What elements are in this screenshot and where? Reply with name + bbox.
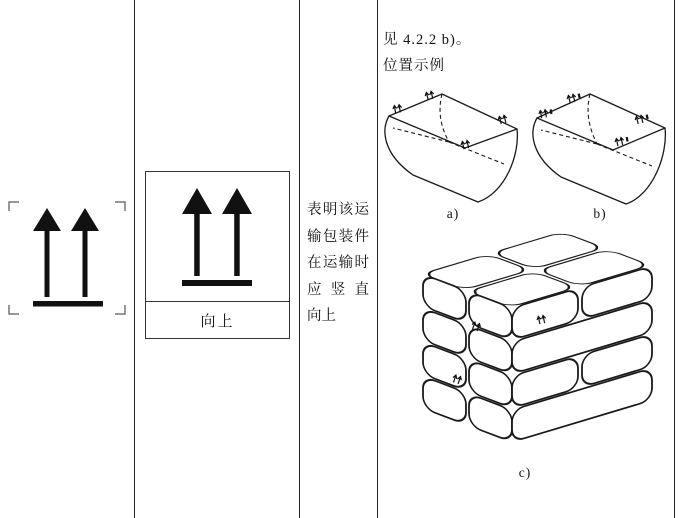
corner-bracket-icons (9, 202, 125, 314)
clause-reference: 见 4.2.2 b)。 (383, 32, 472, 48)
figure-b-crate (527, 86, 674, 206)
column-divider (299, 0, 300, 518)
mark-description (305, 197, 371, 330)
examples-title: 位置示例 (383, 58, 445, 74)
column-divider (377, 0, 378, 518)
description-line: 在运输时 (307, 255, 369, 271)
figure-b-label: b) (593, 206, 607, 221)
column-divider (134, 0, 135, 518)
table-right-border (674, 0, 675, 518)
description-line: 应竖直 (307, 281, 369, 298)
description-line: 向上 (307, 308, 336, 324)
figure-c-label: c) (518, 465, 532, 480)
figure-a-crate (381, 86, 523, 206)
figure-c-stack (400, 226, 662, 464)
this-way-up-mark (8, 201, 126, 315)
up-arrows-icon (33, 208, 103, 307)
description-line: 输包装件 (307, 228, 369, 245)
this-way-up-mark-boxed (145, 171, 290, 339)
figure-a-label: a) (446, 206, 460, 221)
up-arrows-icon (162, 185, 272, 297)
description-line: 表明该运 (307, 202, 369, 218)
mark-caption: 向上 (146, 301, 289, 338)
